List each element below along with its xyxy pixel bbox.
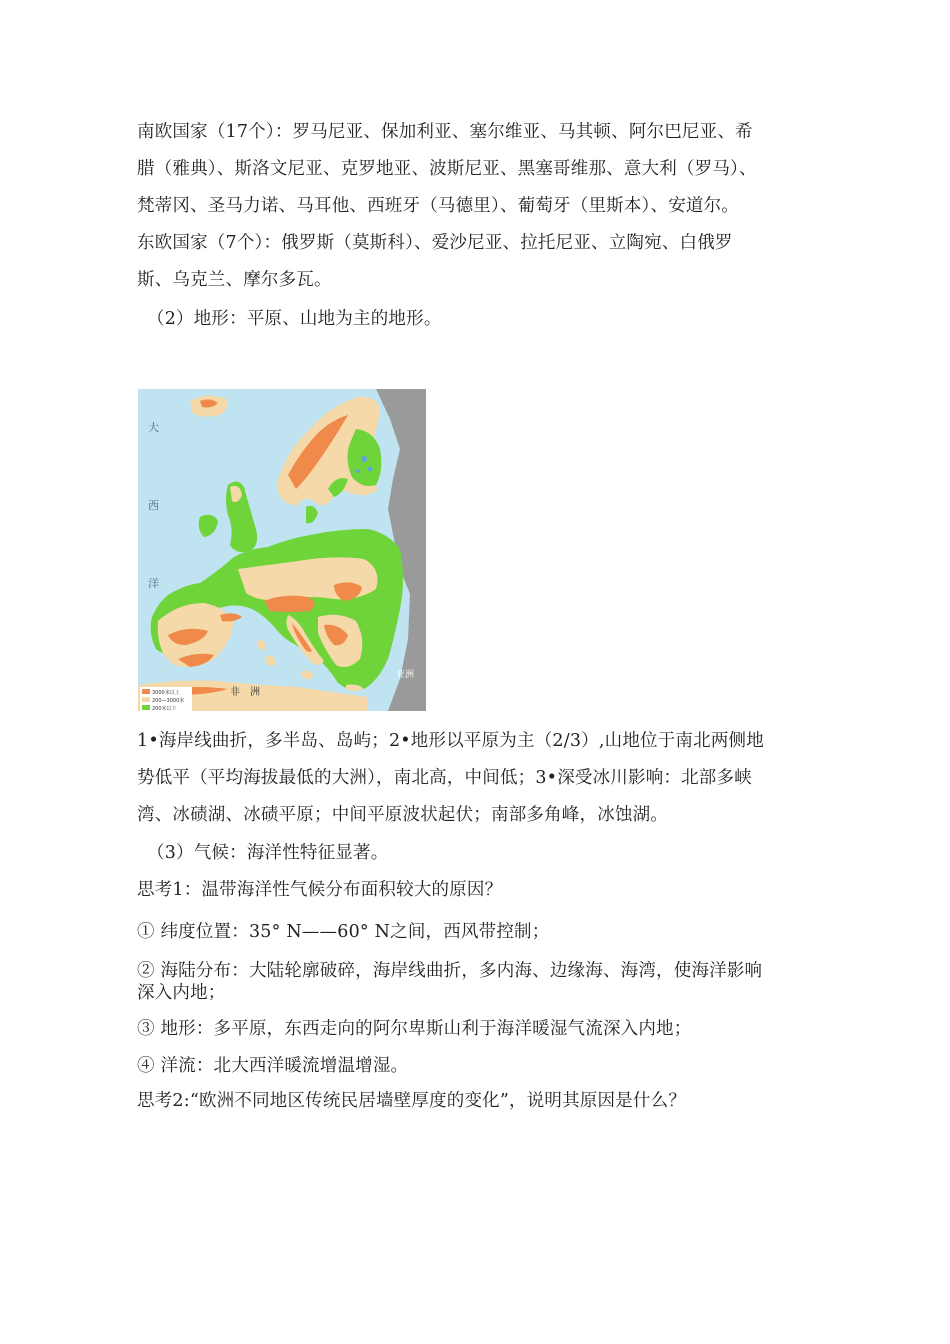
south-europe-countries-line-2: 腊（雅典）、斯洛文尼亚、克罗地亚、波斯尼亚、黑塞哥维那、意大利（罗马）、 xyxy=(137,159,757,179)
reason-3: ③ 地形：多平原，东西走向的阿尔卑斯山利于海洋暖湿气流深入内地； xyxy=(137,1019,692,1039)
map-africa-label: 非 洲 xyxy=(230,687,260,698)
europe-terrain-map xyxy=(138,389,426,711)
south-europe-countries-line-1: 南欧国家（17个）：罗马尼亚、保加利亚、塞尔维亚、马其顿、阿尔巴尼亚、希 xyxy=(137,122,753,142)
map-legend xyxy=(140,687,192,711)
terrain-description-line-3: 湾、冰碛湖、冰碛平原；中间平原波状起伏；南部多角峰，冰蚀湖。 xyxy=(137,805,668,825)
think-question-1: 思考1：温带海洋性气候分布面积较大的原因？ xyxy=(137,880,503,900)
legend-label-hill: 200—3000米 xyxy=(152,698,185,704)
reason-1: ① 纬度位置：35° N——60° N之间，西风带控制； xyxy=(137,922,550,942)
legend-swatch-plain xyxy=(142,705,150,710)
south-europe-countries-line-3: 梵蒂冈、圣马力诺、马耳他、西班牙（马德里）、葡萄牙（里斯本）、安道尔。 xyxy=(137,196,739,216)
climate-heading: （3）气候：海洋性特征显著。 xyxy=(147,843,389,863)
think-question-2: 思考2:“欧洲不同地区传统民居墙壁厚度的变化”，说明其原因是什么？ xyxy=(137,1091,687,1111)
map-ocean-label-3: 洋 xyxy=(148,577,159,590)
legend-label-plain: 200米以下 xyxy=(152,706,177,711)
map-ocean-label-1: 大 xyxy=(148,421,159,434)
reason-2-line-1: ② 海陆分布：大陆轮廓破碎，海岸线曲折，多内海、边缘海、海湾，使海洋影响 xyxy=(137,961,763,981)
map-asia-label: 亚洲 xyxy=(396,670,415,680)
east-europe-countries-line-1: 东欧国家（7个）：俄罗斯（莫斯科）、爱沙尼亚、拉托尼亚、立陶宛、白俄罗 xyxy=(137,233,733,253)
east-europe-countries-line-2: 斯、乌克兰、摩尔多瓦。 xyxy=(137,270,332,290)
legend-label-mountain: 3000米以上 xyxy=(152,690,180,696)
legend-swatch-mountain xyxy=(142,689,150,694)
reason-2-line-2: 深入内地； xyxy=(137,983,226,1003)
map-ocean-label-2: 西 xyxy=(148,499,159,512)
terrain-description-line-1: 1•海岸线曲折，多半岛、岛屿；2•地形以平原为主（2/3）,山地位于南北两侧地 xyxy=(137,731,764,751)
terrain-description-line-2: 势低平（平均海拔最低的大洲），南北高，中间低；3•深受冰川影响：北部多峡 xyxy=(137,768,752,788)
terrain-heading: （2）地形：平原、山地为主的地形。 xyxy=(147,309,442,329)
reason-4: ④ 洋流：北大西洋暖流增温增湿。 xyxy=(137,1056,409,1076)
legend-swatch-hill xyxy=(142,697,150,702)
